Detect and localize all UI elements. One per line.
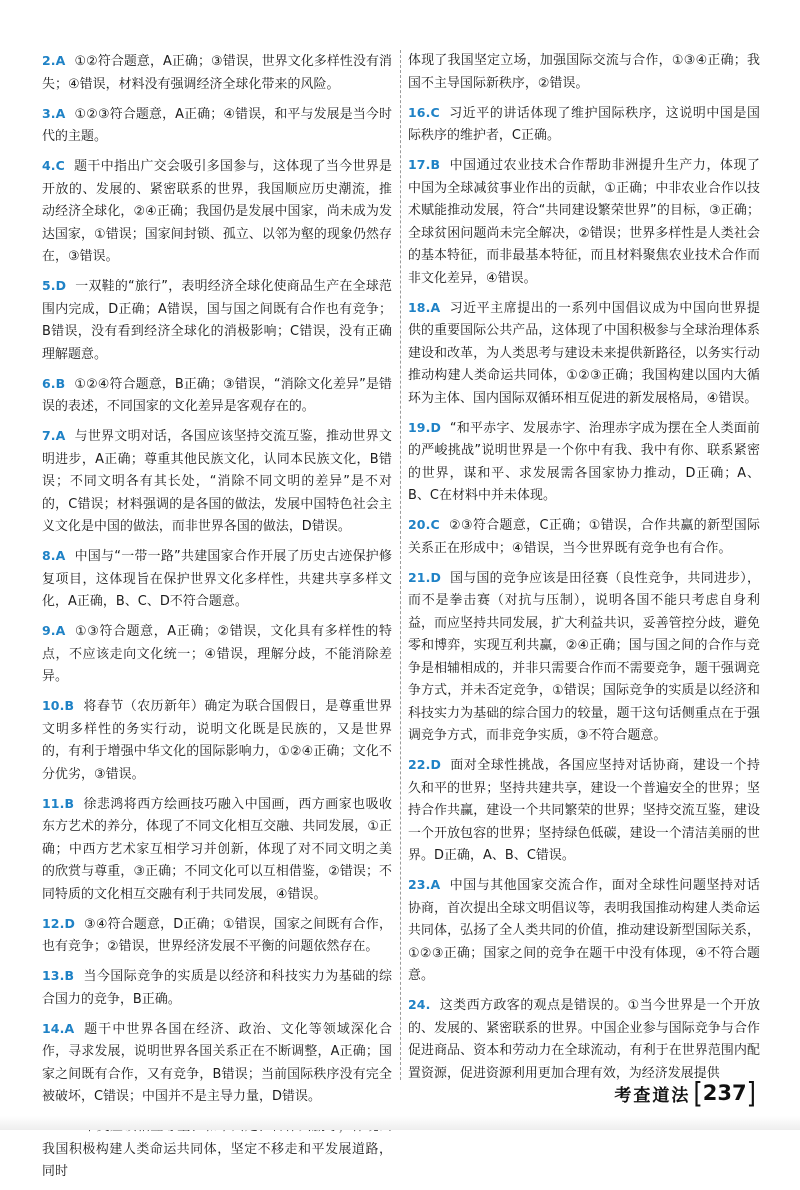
answer-explanation: 徐悲鸿将西方绘画技巧融入中国画，西方画家也吸收东方艺术的养分，体现了不同文化相互交融、共同发展，①正确；中西方艺术家互相学习并创新，体现了对不同文明之美的欣赏与尊重，③正确；不同文化可以互相借鉴，②错误；不同特质的文化相互交融有利于共同发展，④错误。	[42, 796, 392, 902]
answer-explanation: 习近平主席提出的一系列中国倡议成为中国向世界提供的重要国际公共产品，这体现了中国积极参与全球治理体系建设和改革，为人类思考与建设未来提供新路径，以务实行动推动构建人类命运共同体，①②③正确；我国构建以国内大循环为主体、国内国际双循环相互促进的新发展格局，④错误。	[408, 300, 760, 406]
question-number: 10.B	[42, 698, 75, 713]
column-divider	[400, 50, 401, 1080]
answer-explanation: 题干中指出广交会吸引多国参与，这体现了当今世界是开放的、发展的、紧密联系的世界，我国顺应历史潮流，推动经济全球化，②④正确；我国仍是发展中国家，尚未成为发达国家，①错误；国家间封锁、孤立、以邻为壑的现象仍然存在，③错误。	[42, 159, 392, 264]
right-column	[408, 50, 760, 1092]
answer-entry	[408, 297, 760, 411]
answer-explanation: ①③符合题意，A正确；②错误，文化具有多样性的特点，不应该走向文化统一；④错误，理解分歧，不能消除差异。	[42, 624, 392, 684]
question-number: 16.C	[408, 104, 440, 120]
answer-entry	[42, 913, 392, 959]
question-number: 13.B	[42, 968, 75, 983]
answer-entry	[408, 417, 760, 508]
question-number: 12.D	[42, 915, 75, 931]
answer-entry	[42, 275, 392, 366]
answer-explanation: 题干中世界各国在经济、政治、文化等领域深化合作，寻求发展，说明世界各国关系正在不断调整，A正确；国家之间既有合作，又有竞争，B错误；当前国际秩序没有完全被破坏，C错误；中国并不是主导力量，D错误。	[42, 1021, 392, 1104]
question-number: 9.A	[42, 623, 66, 638]
answer-entry	[42, 695, 392, 786]
answer-entry	[408, 994, 760, 1085]
answer-explanation: 当今国际竞争的实质是以经济和科技实力为基础的综合国力的竞争，B正确。	[42, 969, 392, 1007]
answer-explanation: 面对全球性挑战，各国应坚持对话协商，建设一个持久和平的世界；坚持共建共享，建设一个普遍安全的世界；坚持合作共赢，建设一个共同繁荣的世界；坚持交流互鉴，建设一个开放包容的世界；坚持绿色低碳，建设一个清洁美丽的世界。D正确，A、B、C错误。	[408, 758, 760, 863]
answer-explanation: ③④符合题意，D正确；①错误，国家之间既有合作，也有竞争；②错误，世界经济发展不平衡的问题依然存在。	[42, 916, 392, 954]
question-number: 24.	[408, 997, 431, 1012]
question-number: 21.D	[408, 569, 441, 585]
question-number: 19.D	[408, 419, 441, 435]
page-number-box: [ 237 ]	[693, 1076, 756, 1110]
answer-explanation: 这类西方政客的观点是错误的。①当今世界是一个开放的、发展的、紧密联系的世界。中国企业参与国际竞争与合作促进商品、资本和劳动力在全球流动，有利于在世界范围内配置资源，促进资源利用更加合理有效，为经济发展提供	[408, 998, 760, 1081]
page-footer	[614, 1076, 756, 1110]
question-number: 4.C	[42, 158, 65, 173]
answer-explanation: 中国与“一带一路”共建国家合作开展了历史古迹保护修复项目，这体现旨在保护世界文化多样性，共建共享多样文化，A正确，B、C、D不符合题意。	[42, 549, 392, 609]
answer-entry	[408, 102, 760, 148]
question-number: 17.B	[408, 157, 441, 172]
question-number: 6.B	[42, 375, 66, 391]
answer-entry	[408, 514, 760, 560]
question-number: 20.C	[408, 517, 440, 532]
answer-entry	[408, 154, 760, 290]
question-number: 22.D	[408, 757, 441, 772]
answer-explanation: 我国积极构建人类命运共同体，坚定不移走和平发展道路，同时	[42, 1141, 392, 1179]
footer-label: 考查道法	[614, 1085, 691, 1106]
answer-explanation: 将春节（农历新年）确定为联合国假日，是尊重世界文明多样性的务实行动，说明文化既是民族的，又是世界的，有利于增强中华文化的国际影响力，①②④正确；文化不分优劣，③错误。	[42, 699, 392, 782]
answer-explanation: 一双鞋的“旅行”，表明经济全球化使商品生产在全球范围内完成，D正确；A错误，国与国之间既有合作也有竞争；B错误，没有看到经济全球化的消极影响；C错误，没有正确理解题意。	[42, 279, 392, 362]
answer-explanation: 中国通过农业技术合作帮助非洲提升生产力，体现了中国为全球减贫事业作出的贡献，①正确；中非农业合作以技术赋能推动发展，符合“共同建设繁荣世界”的目标，③正确；全球贫困问题尚未完全解决，②错误；世界多样性是人类社会的基本特征，而非最基本特征，而且材料聚焦农业技术合作而非文化差异，④错误。	[408, 158, 760, 286]
answer-entry	[42, 1018, 392, 1109]
left-column	[42, 50, 392, 1190]
question-number: 11.B	[42, 795, 75, 811]
answer-entry	[42, 50, 392, 96]
question-number: 7.A	[42, 428, 66, 443]
question-number: 18.A	[408, 299, 441, 315]
answer-entry	[42, 103, 392, 149]
question-number: 3.A	[42, 105, 66, 121]
answer-explanation: 国与国的竞争应该是田径赛（良性竞争，共同进步），而不是拳击赛（对抗与压制），说明各国不能只考虑自身利益，而应坚持共同发展，扩大利益共识，妥善管控分歧，避免零和博弈，实现互利共赢，②④正确；国与国之间的合作与竞争是相辅相成的，并非只需要合作而不需要竞争，题干强调竞争方式，并未否定竞争，①错误；国际竞争的实质是以经济和科技实力为基础的综合国力的较量，题干这句话侧重点在于强调竞争方式，而非竞争实质，③不符合题意。	[408, 570, 760, 743]
answer-entry	[408, 567, 760, 748]
answer-entry	[408, 874, 760, 988]
question-number: 14.A	[42, 1020, 75, 1036]
answer-entry	[42, 155, 392, 269]
question-number: 2.A	[42, 53, 66, 68]
bottom-edge	[0, 1116, 800, 1130]
question-number: 23.A	[408, 877, 441, 892]
page-number: 237	[702, 1081, 747, 1105]
answer-explanation: ①②③符合题意，A正确；④错误，和平与发展是当今时代的主题。	[42, 106, 392, 144]
answer-explanation: ②③符合题意，C正确；①错误，合作共赢的新型国际关系正在形成中；④错误，当今世界既有竞争也有合作。	[408, 518, 760, 556]
question-number: 8.A	[42, 548, 66, 563]
answer-entry	[42, 545, 392, 614]
answer-entry	[42, 965, 392, 1011]
answer-explanation: ①②符合题意，A正确；③错误，世界文化多样性没有消失；④错误，材料没有强调经济全球化带来的风险。	[42, 54, 392, 92]
answer-explanation: “和平赤字、发展赤字、治理赤字成为摆在全人类面前的严峻挑战”说明世界是一个你中有我、我中有你、联系紧密的世界，谋和平、求发展需各国家协力推动，D正确；A、B、C在材料中并未体现。	[408, 420, 760, 503]
answer-entry	[42, 425, 392, 539]
question-number: 5.D	[42, 278, 67, 293]
answer-explanation: 与世界文明对话，各国应该坚持交流互鉴，推动世界文明进步，A正确；尊重其他民族文化，认同本民族文化，B错误；不同文明各有其长处，“消除不同文明的差异”是不对的，C错误；材料强调的是各国的做法，发展中国特色社会主义文化是中国的做法，而非世界各国的做法，D错误。	[42, 429, 392, 534]
answer-explanation: 中国与其他国家交流合作，面对全球性问题坚持对话协商，首次提出全球文明倡议等，表明我国推动构建人类命运共同体，弘扬了全人类共同的价值，推动建设新型国际关系，①②③正确；国家之间的竞争在题干中没有体现，④不符合题意。	[408, 878, 760, 983]
answer-entry	[408, 50, 760, 95]
answer-explanation: 体现了我国坚定立场，加强国际交流与合作，①③④正确；我国不主导国际新秩序，②错误。	[408, 53, 760, 91]
answer-explanation: 习近平的讲话体现了维护国际秩序，这说明中国是国际秩序的维护者，C正确。	[408, 105, 760, 143]
answer-entry	[42, 373, 392, 419]
answer-entry	[42, 793, 392, 907]
answer-explanation: ①②④符合题意，B正确；③错误，“消除文化差异”是错误的表述，不同国家的文化差异是客观存在的。	[42, 376, 392, 414]
answer-entry	[408, 754, 760, 868]
answer-entry	[42, 620, 392, 689]
